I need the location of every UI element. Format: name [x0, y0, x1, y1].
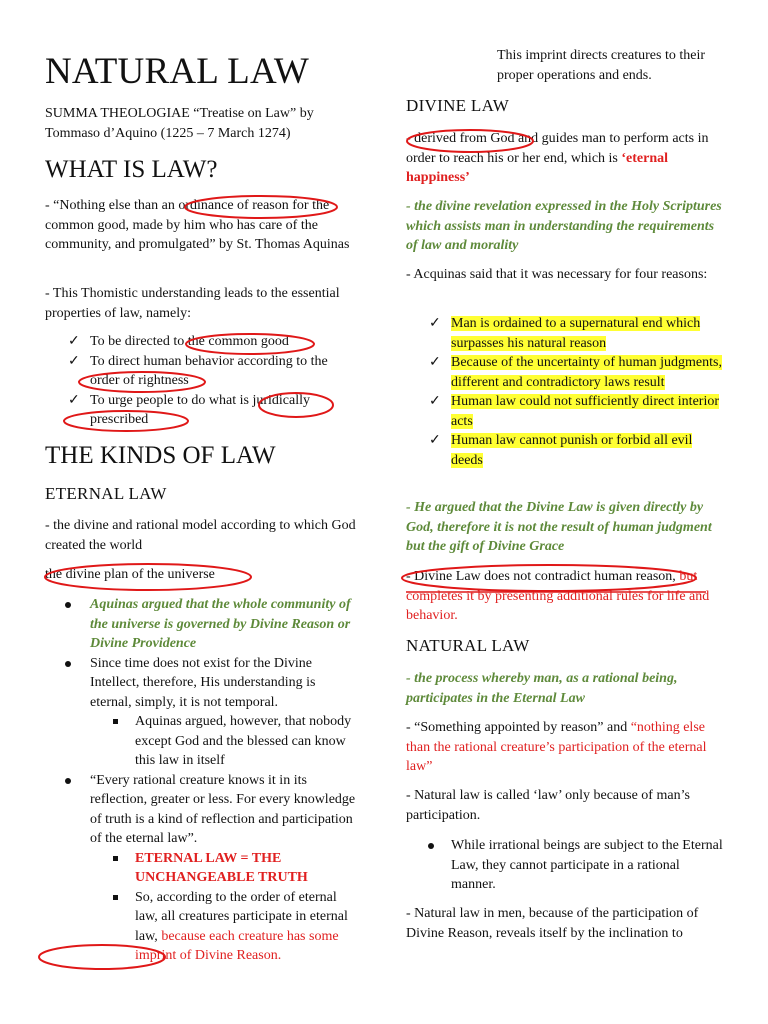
- bullet-icon: [65, 778, 71, 784]
- appointed-by-reason-text: - “Something appointed by reason” and “nothing else than the rational creature’s participation of the eternal law”: [406, 720, 707, 774]
- square-bullet-icon: [113, 856, 118, 861]
- divine-law-definition: - derived from God and guides man to perform acts in order to reach his or her end, which is ‘eternal happiness’: [406, 131, 709, 185]
- imprint-text: This imprint directs creatures to their proper operations and ends.: [497, 48, 705, 83]
- bullet-icon: [65, 602, 71, 608]
- what-is-law-heading: WHAT IS LAW?: [45, 156, 218, 183]
- eternal-law-definition: - the divine and rational model according to which God created the world: [45, 518, 356, 553]
- list-item: ✓ Human law could not sufficiently direct interior acts: [429, 394, 720, 429]
- square-bullet-icon: [113, 895, 118, 900]
- list-item: ✓ To urge people to do what is juridically prescribed: [68, 392, 310, 427]
- list-item: Since time does not exist for the Divine Intellect, therefore, His understanding is eternal, simply, it is not temporal.: [45, 654, 360, 713]
- properties-intro: - This Thomistic understanding leads to the essential properties of law, namely:: [45, 286, 340, 321]
- list-item: ✓ Man is ordained to a supernatural end which surpasses his natural reason: [429, 316, 701, 351]
- irrational-list: [406, 836, 726, 895]
- list-item: ✓ To be directed to the common good: [45, 332, 360, 352]
- reasons-list: [406, 314, 726, 470]
- eternal-law-list: [45, 595, 360, 966]
- law-definition-quote: - “Nothing else than an ordinance of reason for the common good, made by him who has care of the community, and promulgated” by St. Thomas Aquinas: [45, 198, 350, 252]
- list-item: ✓ To direct human behavior according to the order of rightness: [68, 353, 328, 388]
- properties-list: [45, 332, 360, 430]
- natural-law-heading: NATURAL LAW: [406, 636, 530, 655]
- check-icon: ✓: [68, 334, 80, 349]
- check-icon: ✓: [429, 355, 441, 370]
- check-icon: ✓: [68, 392, 80, 408]
- divine-revelation-text: - the divine revelation expressed in the Holy Scriptures which assists man in understanding the requirements of law and morality: [406, 199, 722, 253]
- list-item: ✓ Because of the uncertainty of human judgments, different and contradictory laws result: [429, 355, 722, 390]
- check-icon: ✓: [429, 433, 441, 448]
- bullet-icon: [428, 843, 434, 849]
- subtitle: SUMMA THEOLOGIAE “Treatise on Law” by Tommaso d’Aquino (1225 – 7 March 1274): [45, 106, 314, 141]
- divine-law-heading: DIVINE LAW: [406, 96, 510, 115]
- kinds-of-law-heading: THE KINDS OF LAW: [45, 442, 276, 469]
- natural-law-called-text: - Natural law is called ‘law’ only because of man’s participation.: [406, 788, 690, 823]
- list-item: “Every rational creature knows it in its reflection, greater or less. For every knowledge of truth is a kind of reflection and participation of the eternal law”.: [45, 771, 360, 849]
- check-icon: ✓: [429, 394, 441, 409]
- list-item: Aquinas argued that the whole community of the universe is governed by Divine Reason or Divine Providence: [45, 595, 360, 654]
- list-item: ✓ Human law cannot punish or forbid all evil deeds: [429, 433, 693, 468]
- square-bullet-icon: [113, 719, 118, 724]
- bullet-icon: [65, 661, 71, 667]
- check-icon: ✓: [429, 316, 441, 331]
- list-item: So, according to the order of eternal law, all creatures participate in eternal law, because each creature has some imprint of Divine Reason.: [45, 888, 360, 966]
- check-icon: ✓: [68, 353, 80, 369]
- list-item: While irrational beings are subject to the Eternal Law, they cannot participate in a rational manner.: [406, 836, 726, 895]
- four-reasons-intro: - Acquinas said that it was necessary for four reasons:: [406, 267, 708, 282]
- natural-law-process: - the process whereby man, as a rational being, participates in the Eternal Law: [406, 671, 678, 706]
- list-item: ETERNAL LAW = THE UNCHANGEABLE TRUTH: [45, 849, 360, 888]
- natural-law-men-text: - Natural law in men, because of the participation of Divine Reason, reveals itself by the inclination to: [406, 906, 699, 941]
- divine-plan-text: the divine plan of the universe: [45, 567, 215, 582]
- divine-grace-text: - He argued that the Divine Law is given directly by God, therefore it is not the result of human judgment but the gift of Divine Grace: [406, 500, 712, 554]
- list-item: Aquinas argued, however, that nobody except God and the blessed can know this law in itself: [45, 712, 360, 771]
- not-contradict-text: - Divine Law does not contradict human reason, but completes it by presenting additional rules for life and behavior.: [406, 569, 710, 623]
- eternal-law-heading: ETERNAL LAW: [45, 484, 167, 503]
- page-title: NATURAL LAW: [45, 51, 310, 92]
